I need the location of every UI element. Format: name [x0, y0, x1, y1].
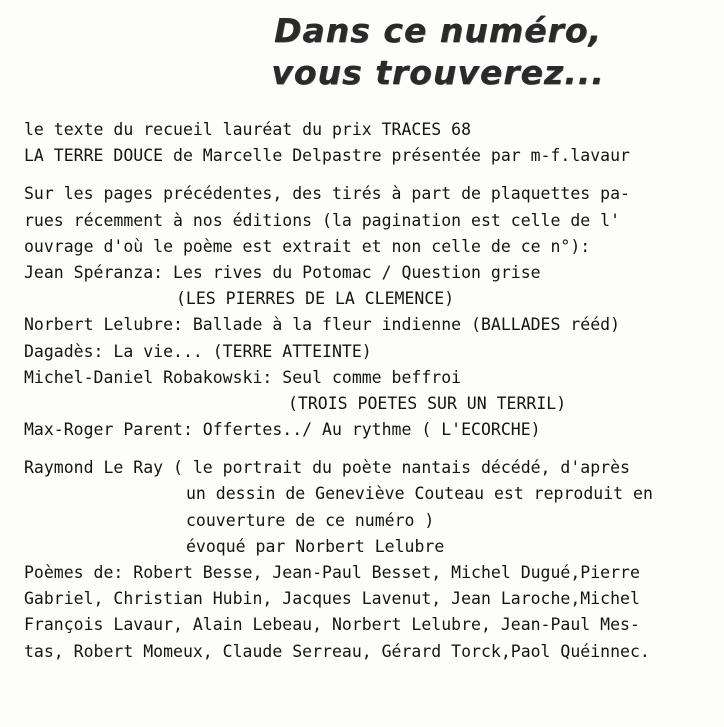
prize-line: le texte du recueil lauréat du prix TRACES 68	[24, 120, 472, 139]
poems-line-1: Poèmes de: Robert Besse, Jean-Paul Besset, Michel Dugué,Pierre	[24, 563, 640, 582]
paragraph-gap	[24, 443, 714, 455]
offprint-robakowski: Michel-Daniel Robakowski: Seul comme beffroi	[24, 367, 462, 387]
le-ray-line-4: évoqué par Norbert Lelubre	[186, 536, 445, 556]
offprint-robakowski-book: (TROIS POETES SUR UN TERRIL)	[288, 393, 567, 413]
prize-work-line: LA TERRE DOUCE de Marcelle Delpastre présentée par m-f.lavaur	[24, 146, 630, 166]
poems-line-4: tas, Robert Momeux, Claude Serreau, Gérard Torck,Paol Quéinnec.	[24, 641, 650, 661]
offprints-line-1: Sur les pages précédentes, des tirés à part de plaquettes pa-	[24, 184, 630, 204]
page-heading	[238, 10, 638, 94]
heading-line-1: Dans ce numéro,	[274, 11, 602, 50]
offprint-lelubre: Norbert Lelubre: Ballade à la fleur indienne (BALLADES rééd)	[24, 315, 621, 335]
offprint-speranza-book: (LES PIERRES DE LA CLEMENCE)	[176, 289, 455, 309]
offprint-speranza: Jean Spéranza: Les rives du Potomac / Question grise	[24, 262, 541, 282]
contents-body	[24, 117, 714, 665]
le-ray-line-2: un dessin de Geneviève Couteau est reproduit en	[186, 484, 653, 504]
paragraph-gap	[24, 169, 714, 181]
offprints-line-3: ouvrage d'où le poème est extrait et non celle de ce n°):	[24, 236, 591, 256]
le-ray-line-1: Raymond Le Ray ( le portrait du poète nantais décédé, d'après	[24, 458, 630, 478]
poems-line-2: Gabriel, Christian Hubin, Jacques Lavenut, Jean Laroche,Michel	[24, 589, 640, 609]
le-ray-line-3: couverture de ce numéro )	[186, 510, 435, 530]
heading-line-2: vous trouverez...	[271, 53, 605, 92]
poems-line-3: François Lavaur, Alain Lebeau, Norbert Lelubre, Jean-Paul Mes-	[24, 615, 640, 635]
offprints-line-2: rues récemment à nos éditions (la pagination est celle de l'	[24, 210, 621, 230]
offprint-parent: Max-Roger Parent: Offertes../ Au rythme ( L'ECORCHE)	[24, 420, 541, 440]
offprint-dagades: Dagadès: La vie... (TERRE ATTEINTE)	[24, 341, 372, 361]
